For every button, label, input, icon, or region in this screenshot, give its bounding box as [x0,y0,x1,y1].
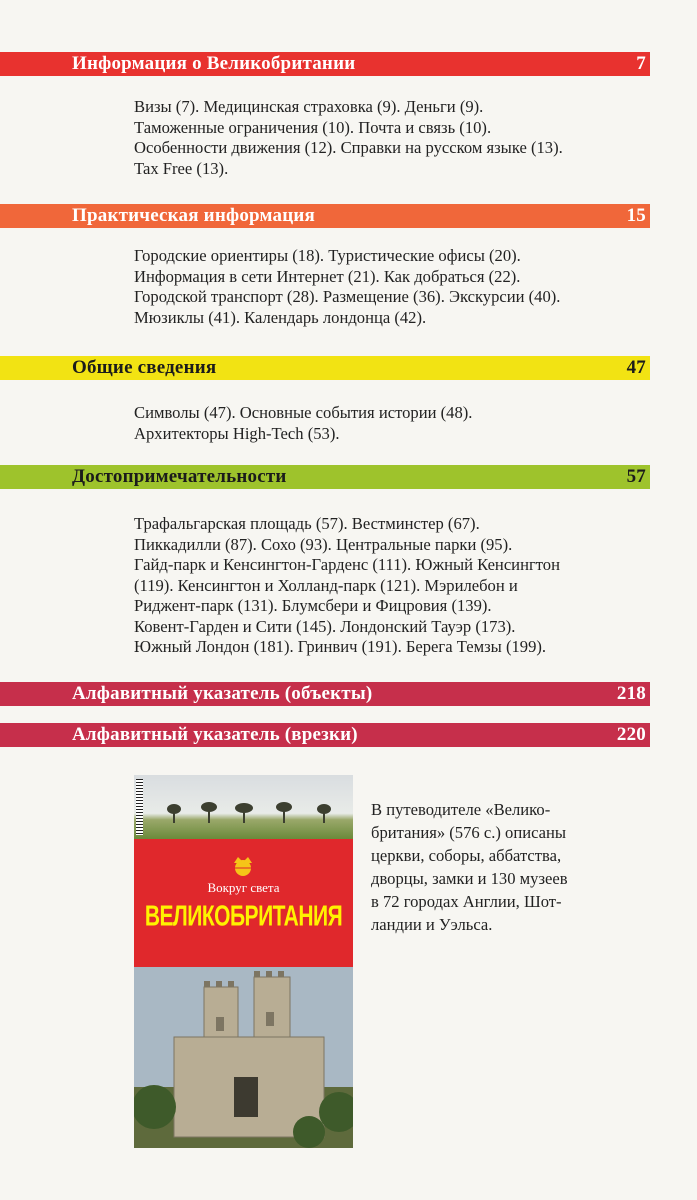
blurb-line: церкви, соборы, аббатства, [371,846,562,865]
entry-line: Архитекторы High-Tech (53). [134,423,340,443]
trees-silhouette-icon [134,801,353,823]
section-header-sights [0,465,650,489]
entry-line: Трафальгарская площадь (57). Вестминстер (67). [134,514,480,533]
castle-illustration-icon [134,967,353,1148]
book-cover-image [134,775,353,1148]
entry-line: Пиккадилли (87). Сохо (93). Центральные парки (95). [134,534,513,554]
entry-line: Визы (7). Медицинская страховка (9). Деньги (9). [134,97,484,116]
section-title: Достопримечательности [72,466,287,487]
section-header-practical-info [0,204,650,228]
barcode [136,779,143,835]
entry-line: Южный Лондон (181). Гринвич (191). Берега Темзы (199). [134,637,547,656]
entry-line: Информация в сети Интернет (21). Как добраться (22). [134,266,521,286]
section-header-info-uk [0,52,650,76]
entry-line: Риджент-парк (131). Блумсбери и Фицровия (139). [134,596,492,615]
section-entries-sights [134,514,644,658]
blurb-line: в 72 городах Англии, Шот- [371,892,562,911]
section-page-number: 47 [626,357,646,378]
blurb-line: британия» (576 с.) описаны [371,823,567,842]
section-title: Алфавитный указатель (объекты) [72,683,373,704]
entry-line: Мюзиклы (41). Календарь лондонца (42). [134,307,427,327]
section-header-index-objects [0,682,650,706]
blurb-line: ландии и Уэльса. [371,915,493,934]
cover-title: ВЕЛИКОБРИТАНИЯ [144,901,343,933]
cover-series-name: Вокруг света [207,880,280,895]
section-entries-general-info [134,403,644,444]
globe-crown-logo-icon [230,855,256,877]
entry-line: Tax Free (13). [134,158,229,178]
entry-line: Городской транспорт (28). Размещение (36). Экскурсии (40). [134,287,561,306]
entry-line: Ковент-Гарден и Сити (145). Лондонский Тауэр (173). [134,616,516,636]
section-title: Общие сведения [72,357,217,378]
section-page-number: 15 [626,205,646,226]
book-promo-text [371,798,631,936]
entry-line: (119). Кенсингтон и Холланд-парк (121). Мэрилебон и [134,575,518,595]
section-entries-practical-info [134,246,644,328]
section-page-number: 218 [616,683,646,704]
section-title: Практическая информация [72,205,315,226]
cover-castle-photo [134,967,353,1148]
section-title: Алфавитный указатель (врезки) [72,724,358,745]
blurb-line: В путеводителе «Велико- [371,800,551,819]
section-entries-info-uk [134,97,644,179]
section-header-index-sidebars [0,723,650,747]
entry-line: Особенности движения (12). Справки на русском языке (13). [134,138,563,157]
section-title: Информация о Великобритании [72,53,356,74]
entry-line: Таможенные ограничения (10). Почта и связь (10). [134,117,492,137]
section-page-number: 220 [616,724,646,745]
blurb-line: дворцы, замки и 130 музеев [371,869,568,888]
entry-line: Символы (47). Основные события истории (48). [134,403,473,422]
entry-line: Городские ориентиры (18). Туристические офисы (20). [134,246,521,265]
section-page-number: 57 [626,466,646,487]
entry-line: Гайд-парк и Кенсингтон-Гарденс (111). Южный Кенсингтон [134,555,560,574]
section-header-general-info [0,356,650,380]
section-page-number: 7 [636,53,646,74]
